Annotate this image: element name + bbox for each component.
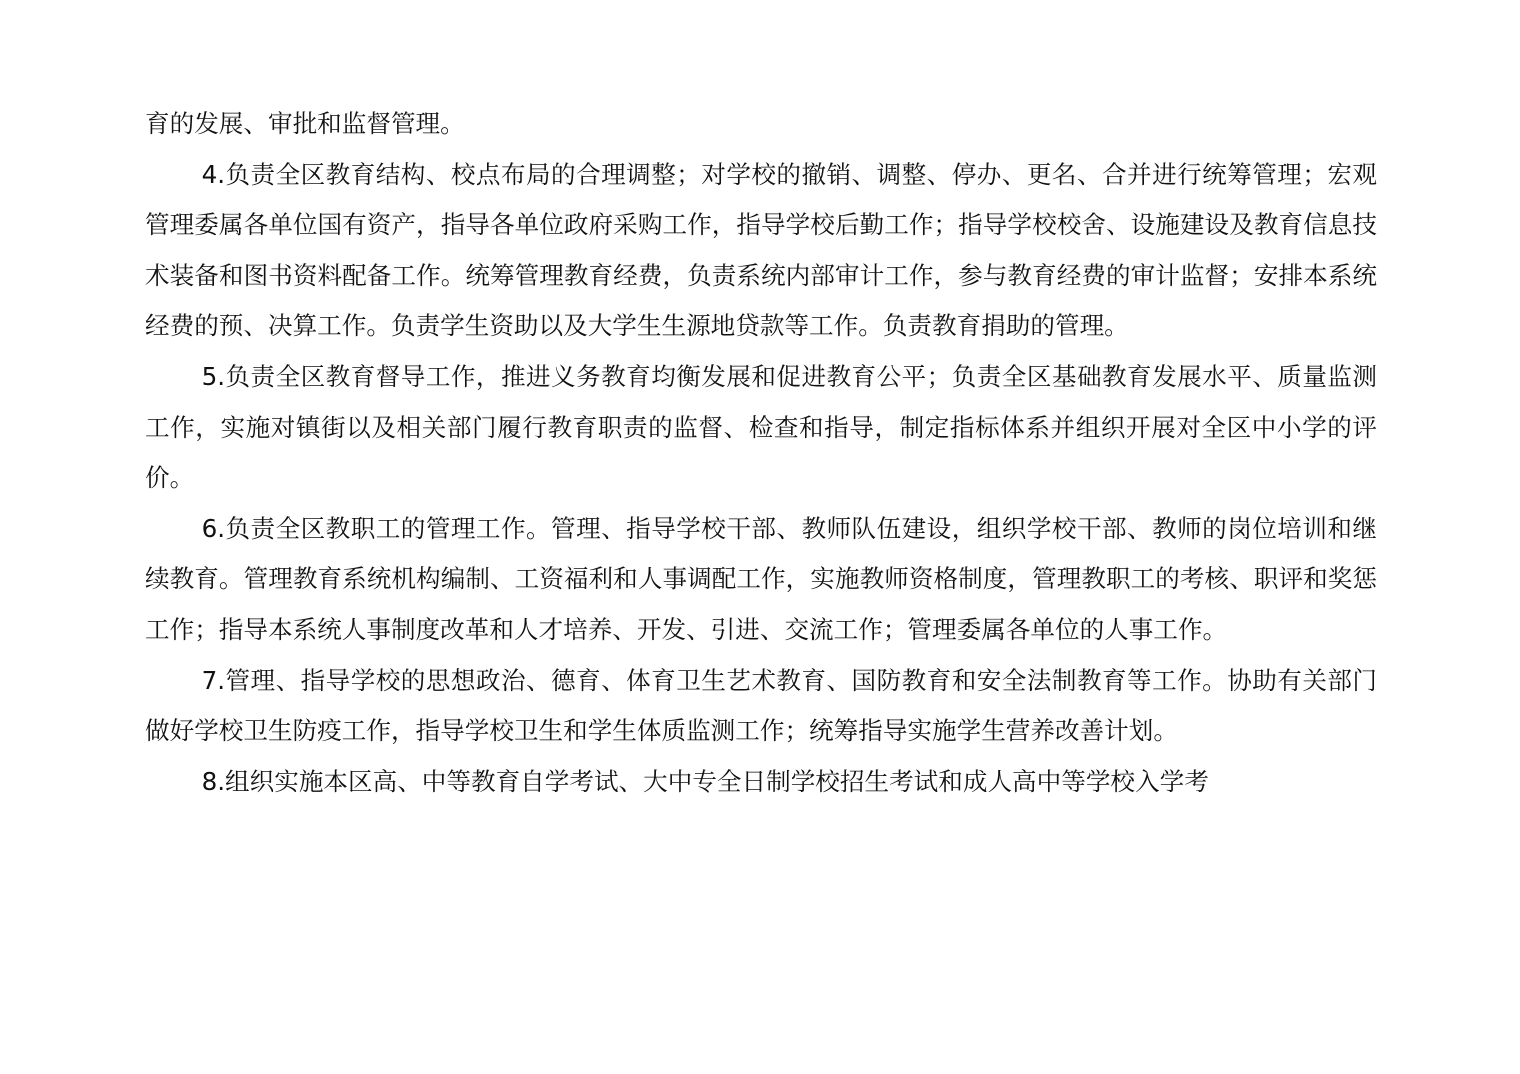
paragraph-item-4: 4.负责全区教育结构、校点布局的合理调整；对学校的撤销、调整、停办、更名、合并进行统筹管理；宏观管理委属各单位国有资产，指导各单位政府采购工作，指导学校后勤工作；指导学校校舍、设施建设及教育信息技术装备和图书资料配备工作。统筹管理教育经费，负责系统内部审计工作，参与教育经费的审计监督；安排本系统经费的预、决算工作。负责学生资助以及大学生生源地贷款等工作。负责教育捐助的管理。 [145, 159, 1377, 341]
paragraph-continuation: 育的发展、审批和监督管理。 [145, 109, 465, 138]
paragraph-item-5: 5.负责全区教育督导工作，推进义务教育均衡发展和促进教育公平；负责全区基础教育发展水平、质量监测工作，实施对镇街以及相关部门履行教育职责的监督、检查和指导，制定指标体系并组织开展对全区中小学的评价。 [145, 361, 1377, 493]
paragraph-item-8: 8.组织实施本区高、中等教育自学考试、大中专全日制学校招生考试和成人高中等学校入学考 [201, 766, 1209, 796]
paragraph-item-7: 7.管理、指导学校的思想政治、德育、体育卫生艺术教育、国防教育和安全法制教育等工作。协助有关部门做好学校卫生防疫工作，指导学校卫生和学生体质监测工作；统筹指导实施学生营养改善计划。 [145, 665, 1377, 746]
document-page [145, 99, 1377, 807]
paragraph-item-6: 6.负责全区教职工的管理工作。管理、指导学校干部、教师队伍建设，组织学校干部、教师的岗位培训和继续教育。管理教育系统机构编制、工资福利和人事调配工作，实施教师资格制度，管理教职工的考核、职评和奖惩工作；指导本系统人事制度改革和人才培养、开发、引进、交流工作；管理委属各单位的人事工作。 [145, 513, 1377, 644]
